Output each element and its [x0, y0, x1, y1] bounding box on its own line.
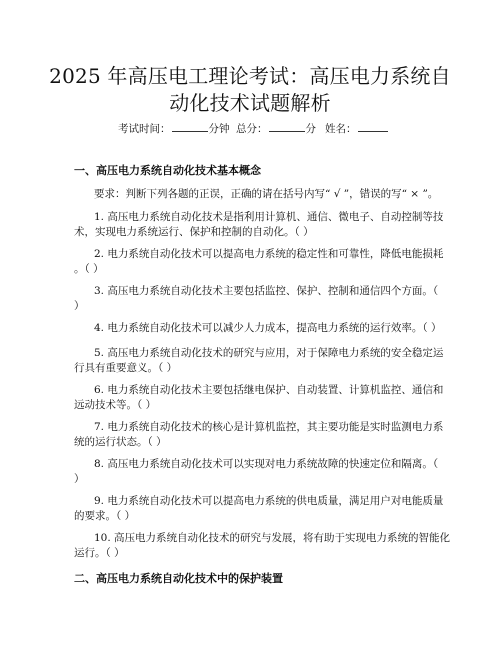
question-10-line-1: 10. 高压电力系统自动化技术的研究与发展，将有助于实现电力系统的智能化	[94, 532, 451, 544]
question-3-line-2: ）	[74, 300, 85, 312]
section-heading-1: 一、高压电力系统自动化技术基本概念	[74, 164, 261, 177]
question-2-line-2: 。（ ）	[74, 263, 104, 275]
page-title-line-1: 2025 年高压电工理论考试：高压电力系统自	[49, 64, 451, 88]
question-9-line-2: 的要求。（ ）	[74, 510, 136, 522]
question-4-line-1: 4. 电力系统自动化技术可以减少人力成本，提高电力系统的运行效率。（ ）	[94, 322, 442, 334]
question-9-line-1: 9. 电力系统自动化技术可以提高电力系统的供电质量，满足用户对电能质量	[94, 495, 444, 507]
exam-time-field	[118, 121, 230, 136]
name-blank	[358, 121, 388, 132]
total-score-blank	[269, 121, 305, 132]
page-title-line-2: 动化技术试题解析	[169, 91, 331, 115]
question-7-line-2: 统的运行状态。（ ）	[74, 436, 167, 448]
question-6-line-2: 远动技术等。（ ）	[74, 399, 157, 411]
total-score-unit: 分	[305, 123, 316, 135]
question-3-line-1: 3. 高压电力系统自动化技术主要包括监控、保护、控制和通信四个方面。（	[94, 285, 439, 297]
question-5-line-2: 行具有重要意义。（ ）	[74, 362, 178, 374]
question-10-line-2: 运行。（ ）	[74, 547, 125, 559]
question-8-line-1: 8. 高压电力系统自动化技术可以实现对电力系统故障的快速定位和隔离。（	[94, 458, 439, 470]
section-heading-2: 二、高压电力系统自动化技术中的保护装置	[74, 572, 283, 585]
name-label: 姓名：	[325, 123, 357, 135]
question-8-line-2: ）	[74, 473, 85, 485]
instruction-text: 要求：判断下列各题的正误，正确的请在括号内写“ √ ”，错误的写“ × ”。	[94, 188, 439, 200]
question-2-line-1: 2. 电力系统自动化技术可以提高电力系统的稳定性和可靠性，降低电能损耗	[94, 248, 444, 260]
question-7-line-1: 7. 电力系统自动化技术的核心是计算机监控，其主要功能是实时监测电力系	[94, 421, 444, 433]
name-field	[325, 121, 389, 136]
question-1-line-1: 1. 高压电力系统自动化技术是指利用计算机、通信、微电子、自动控制等技	[94, 211, 444, 223]
exam-time-unit: 分钟	[208, 123, 230, 135]
question-6-line-1: 6. 电力系统自动化技术主要包括继电保护、自动装置、计算机监控、通信和	[94, 384, 444, 396]
question-5-line-1: 5. 高压电力系统自动化技术的研究与应用，对于保障电力系统的安全稳定运	[94, 347, 444, 359]
question-1-line-2: 术，实现电力系统运行、保护和控制的自动化。（ ）	[74, 226, 314, 238]
total-score-label: 总分：	[236, 123, 268, 135]
exam-time-blank	[172, 121, 208, 132]
total-score-field	[236, 121, 316, 136]
exam-time-label: 考试时间：	[118, 123, 171, 135]
